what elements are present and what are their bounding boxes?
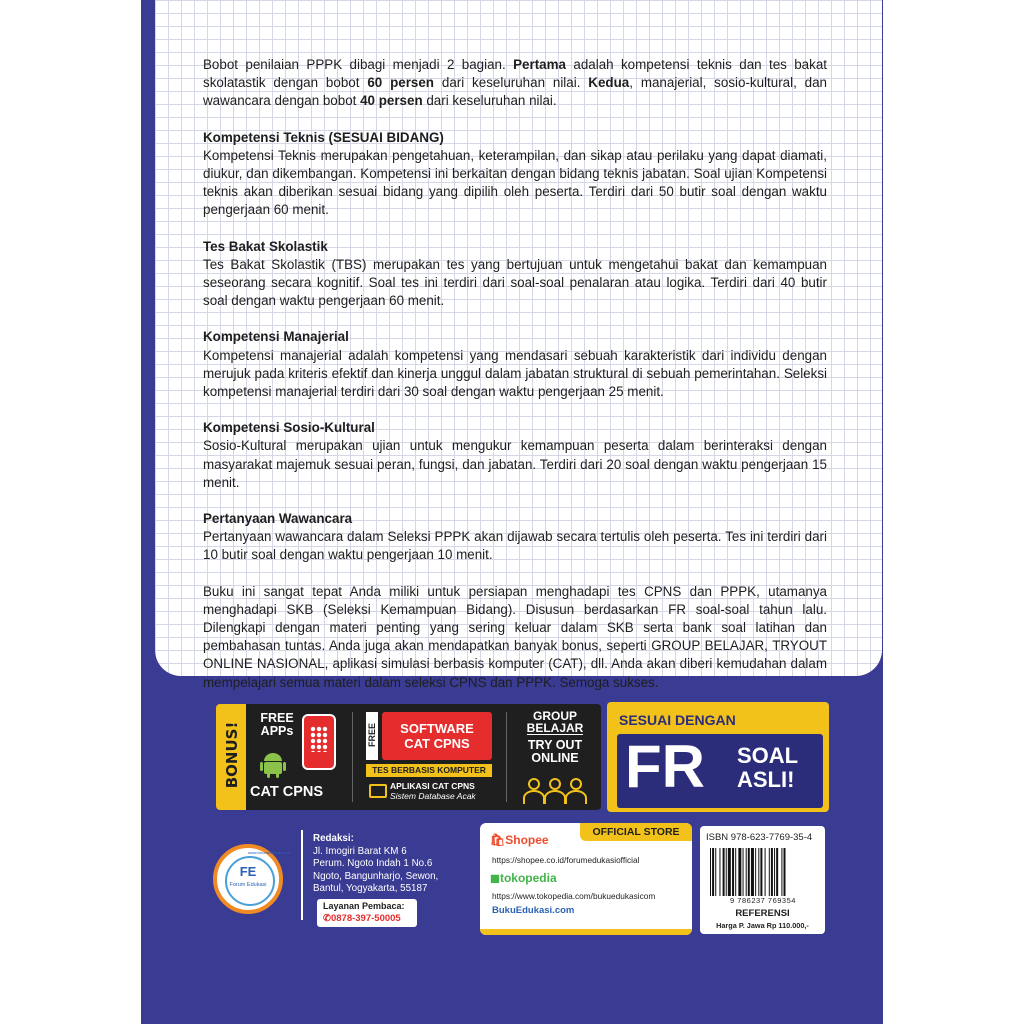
free-tag-label: FREE (367, 723, 377, 748)
section-text: Kompetensi Teknis merupakan pengetahuan, keterampilan, dan sikap atau perilaku yang dapat diamati, diukur, dan dikembangan. Kompetensi ini berkaitan dengan bidang teknis jabatan. Soal ujian Kompetensi teknis akan diberikan sesuai bidang yang dipilih oleh peserta. Terdiri dari 50 butir soal dengan waktu pengerjaan 60 menit. (203, 147, 827, 218)
layanan-pembaca (317, 899, 417, 927)
intro-paragraph (203, 56, 827, 111)
intro-text-3: dari keseluruhan nilai. (434, 75, 589, 91)
aplikasi-cat-label (390, 781, 476, 801)
group-line-2: BELAJAR (526, 721, 584, 735)
soal-asli-label (737, 744, 798, 792)
bonus-label: BONUS! (223, 721, 241, 789)
divider (301, 830, 303, 920)
tryout-line-1: TRY OUT (527, 738, 583, 752)
redaksi-address (313, 833, 438, 896)
tryout-online-label (516, 739, 594, 765)
phone-number-text: 0878-397-50005 (330, 913, 401, 924)
referensi-label: REFERENSI (735, 908, 790, 919)
intro-text-5: dari keseluruhan nilai. (422, 93, 557, 109)
soal-line: SOAL (737, 743, 799, 768)
tokopedia-url[interactable]: https://www.tokopedia.com/bukuedukasicom (492, 891, 656, 901)
closing-paragraph: Buku ini sangat tepat Anda miliki untuk persiapan menghadapi tes CPNS dan PPPK, utamanya menghadapi SKB (Seleksi Kemampuan Bidang). Disusun berdasarkan FR soal-soal tahun lalu. Dilengkapi dengan materi penting yang sering keluar dalam SKB serta bank soal latihan dan pembahasan tuntas. Anda juga akan mendapatkan banyak bonus, seperti GROUP BELAJAR, TRYOUT ONLINE NASIONAL, aplikasi simulasi berbasis komputer (CAT), dll. Anda akan diberi kemudahan dalam mempelajari semua materi dalam seleksi CPNS dan PPPK. Semoga sukses. (203, 583, 827, 690)
intro-bold-4: 40 persen (360, 93, 423, 109)
group-line-1: GROUP (532, 709, 577, 723)
tokopedia-label: tokopedia (499, 871, 557, 885)
aplikasi-line-1: APLIKASI CAT CPNS (390, 781, 475, 791)
aplikasi-line-2: Sistem Database Acak (390, 791, 476, 801)
isbn-number: ISBN 978-623-7769-35-4 (706, 832, 813, 843)
logo-subtext: Forum Edukasi (229, 882, 267, 888)
section-heading: Tes Bakat Skolastik (203, 238, 328, 254)
section-text: Sosio-Kultural merupakan ujian untuk mengukur kemampuan peserta dalam berinteraksi dengan masyarakat majemuk sesuai peran, fungsi, dan jabatan. Terdiri dari 20 soal dengan waktu pengerjaan 15 menit. (203, 438, 827, 490)
shopee-label: Shopee (505, 833, 549, 847)
free-apps-label (252, 712, 302, 738)
layanan-label: Layanan Pembaca: (323, 901, 405, 911)
description-text (203, 56, 827, 692)
tes-berbasis-label: TES BERBASIS KOMPUTER (366, 764, 492, 777)
price-label: Harga P. Jawa Rp 110.000,- (716, 921, 809, 930)
intro-bold-3: Kedua (588, 75, 630, 91)
tokopedia-logo (490, 871, 557, 885)
section-text: Kompetensi manajerial adalah kompetensi yang mendasari sebuah karakteristik dari individu dengan merujuk pada kriteris efektif dan kinerja unggul dalam jabatan struktural di sebuah pemerintahan. Seleksi kompetensi manajerial terdiri dari 30 soal dengan waktu pengerjaan 25 menit. (203, 347, 827, 400)
free-apps-line-2: APPs (260, 724, 294, 738)
address-line: Perum. Ngoto Indah 1 No.6 (313, 858, 433, 869)
shopee-logo (490, 833, 549, 847)
free-apps-line-1: FREE (260, 711, 294, 725)
free-tag (366, 712, 378, 760)
tokopedia-icon: ◼ (490, 871, 500, 885)
section-text: Tes Bakat Skolastik (TBS) merupakan tes yang bertujuan untuk mengetahui bakat dan kemampuan seseorang secara kognitif. Soal tes ini terdiri dari soal-soal penalaran atau logika. Terdiri dari 40 butir soal dengan waktu pengerjaan 60 menit. (203, 256, 827, 309)
isbn-box (700, 826, 825, 934)
bukuedukasi-logo: BukuEdukasi.com (492, 905, 575, 916)
address-line: Ngoto, Bangunharjo, Sewon, (313, 870, 439, 882)
intro-bold-2: 60 persen (367, 75, 434, 91)
official-store-label: OFFICIAL STORE (580, 823, 692, 841)
shopee-bag-icon: 🛍 (490, 833, 506, 847)
tryout-line-2: ONLINE (531, 751, 579, 765)
asli-line: ASLI! (737, 767, 795, 792)
software-line-2: CAT CPNS (404, 736, 470, 751)
address-line: Bantul, Yogyakarta, 55187 (313, 883, 428, 894)
divider (506, 712, 507, 802)
intro-text-2: adalah kompetensi teknis dan tes bakat skolatastik dengan bobot (203, 57, 827, 91)
cat-cpns-label: CAT CPNS (250, 784, 324, 800)
group-belajar-label (516, 710, 594, 735)
fr-label: FR (625, 733, 705, 800)
fr-soal-asli-badge (607, 702, 829, 812)
section-heading: Kompetensi Teknis (SESUAI BIDANG) (203, 129, 444, 145)
phone-icon (302, 714, 336, 770)
section-text: Pertanyaan wawancara dalam Seleksi PPPK akan dijawab secara tertulis oleh peserta. Tes ini terdiri dari 10 butir soal dengan waktu pengerjaan 10 menit. (203, 529, 827, 563)
bonus-tab (216, 704, 246, 810)
redaksi-title: Redaksi: (313, 833, 354, 844)
intro-bold-1: Pertama (513, 57, 566, 72)
barcode (708, 848, 818, 896)
logo-text: FE (239, 864, 257, 879)
phone-number (323, 913, 401, 924)
section-heading: Kompetensi Sosio-Kultural (203, 420, 375, 436)
monitor-icon (369, 784, 387, 798)
whatsapp-icon: ✆ (323, 913, 331, 924)
divider (352, 712, 353, 802)
intro-text-1: Bobot penilaian PPPK dibagi menjadi 2 bagian. (203, 57, 514, 72)
intro-text-4: , manajerial, sosio-kultural, dan wawancara dengan bobot (203, 75, 827, 109)
store-accent-bar (480, 929, 692, 935)
logo-ring-text: www.forumedukasi.com (248, 850, 291, 855)
barcode-number: 9 786237 769354 (730, 896, 796, 905)
sesuai-label: SESUAI DENGAN (619, 712, 736, 728)
address-line: Jl. Imogiri Barat KM 6 (313, 845, 407, 857)
section-heading: Kompetensi Manajerial (203, 329, 349, 345)
people-icon (520, 776, 590, 806)
official-store-box (480, 823, 692, 935)
software-badge (382, 712, 492, 760)
section-heading: Pertanyaan Wawancara (203, 511, 353, 527)
bonus-bar (216, 704, 601, 810)
software-line-1: SOFTWARE (400, 721, 474, 736)
android-icon (260, 750, 286, 778)
shopee-url[interactable]: https://shopee.co.id/forumedukasiofficial (492, 855, 640, 865)
